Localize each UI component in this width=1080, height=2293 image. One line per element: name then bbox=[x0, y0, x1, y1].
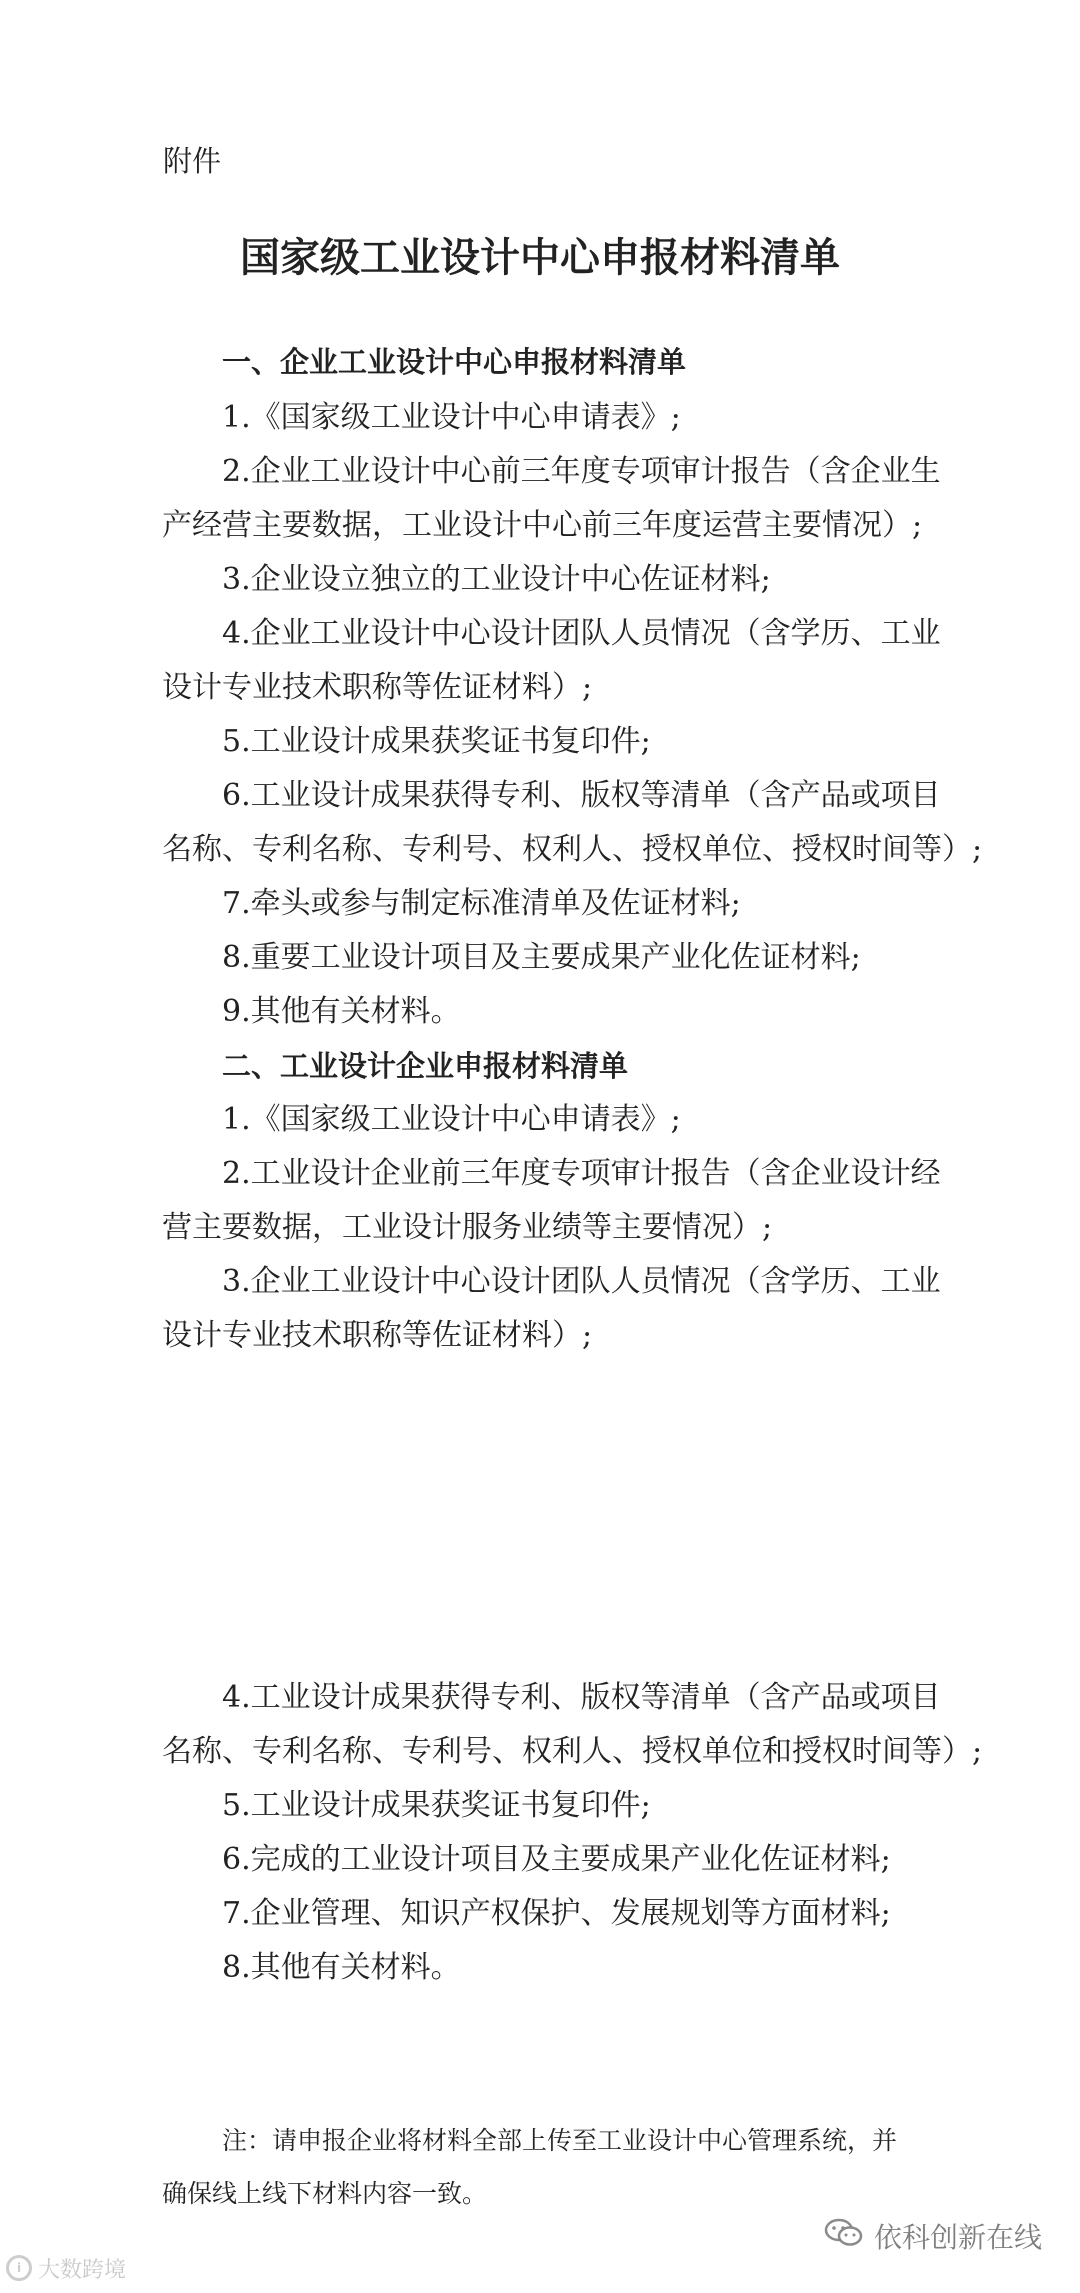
circle-logo-icon: i bbox=[6, 2255, 32, 2281]
section2-item-3-line2: 设计专业技术职称等佐证材料）; bbox=[162, 1318, 593, 1353]
note-line-1: 注：请申报企业将材料全部上传至工业设计中心管理系统，并 bbox=[222, 2126, 898, 2155]
section1-item-6-line2: 名称、专利名称、专利号、权利人、授权单位、授权时间等）; bbox=[162, 832, 983, 867]
section1-item-9: 9.其他有关材料。 bbox=[222, 994, 461, 1029]
section2-item-2-line2: 营主要数据，工业设计服务业绩等主要情况）; bbox=[162, 1210, 773, 1245]
section1-item-4-line2: 设计专业技术职称等佐证材料）; bbox=[162, 670, 593, 705]
section1-item-4-line1: 4.企业工业设计中心设计团队人员情况（含学历、工业 bbox=[222, 616, 941, 651]
section2-item-8: 8.其他有关材料。 bbox=[222, 1950, 461, 1985]
annex-label: 附件 bbox=[163, 144, 222, 178]
section2-item-2-line1: 2.工业设计企业前三年度专项审计报告（含企业设计经 bbox=[222, 1156, 941, 1191]
section1-item-5: 5.工业设计成果获奖证书复印件; bbox=[222, 724, 651, 759]
note-line-2: 确保线上线下材料内容一致。 bbox=[162, 2179, 488, 2208]
document-title: 国家级工业设计中心申报材料清单 bbox=[240, 234, 840, 281]
watermark-left bbox=[6, 2252, 126, 2284]
section1-item-8: 8.重要工业设计项目及主要成果产业化佐证材料; bbox=[222, 940, 861, 975]
section2-item-3-line1: 3.企业工业设计中心设计团队人员情况（含学历、工业 bbox=[222, 1264, 941, 1299]
section1-item-3: 3.企业设立独立的工业设计中心佐证材料; bbox=[222, 562, 771, 597]
section2-item-4-line1: 4.工业设计成果获得专利、版权等清单（含产品或项目 bbox=[222, 1680, 941, 1715]
section2-heading: 二、工业设计企业申报材料清单 bbox=[222, 1049, 629, 1083]
section1-heading: 一、企业工业设计中心申报材料清单 bbox=[222, 345, 687, 379]
section2-item-1: 1.《国家级工业设计中心申请表》; bbox=[222, 1102, 681, 1137]
section1-item-2-line2: 产经营主要数据，工业设计中心前三年度运营主要情况）; bbox=[162, 508, 923, 543]
section2-item-5: 5.工业设计成果获奖证书复印件; bbox=[222, 1788, 651, 1823]
section1-item-6-line1: 6.工业设计成果获得专利、版权等清单（含产品或项目 bbox=[222, 778, 941, 813]
section2-item-7: 7.企业管理、知识产权保护、发展规划等方面材料; bbox=[222, 1896, 891, 1931]
section1-item-7: 7.牵头或参与制定标准清单及佐证材料; bbox=[222, 886, 741, 921]
watermark-left-text: 大数跨境 bbox=[38, 2257, 127, 2283]
section1-item-1: 1.《国家级工业设计中心申请表》; bbox=[222, 400, 681, 435]
section2-item-4-line2: 名称、专利名称、专利号、权利人、授权单位和授权时间等）; bbox=[162, 1734, 983, 1769]
watermark-right bbox=[824, 2218, 1042, 2254]
wechat-icon bbox=[824, 2217, 864, 2256]
section2-item-6: 6.完成的工业设计项目及主要成果产业化佐证材料; bbox=[222, 1842, 891, 1877]
section1-item-2-line1: 2.企业工业设计中心前三年度专项审计报告（含企业生 bbox=[222, 454, 941, 489]
watermark-right-text: 依科创新在线 bbox=[873, 2221, 1042, 2254]
